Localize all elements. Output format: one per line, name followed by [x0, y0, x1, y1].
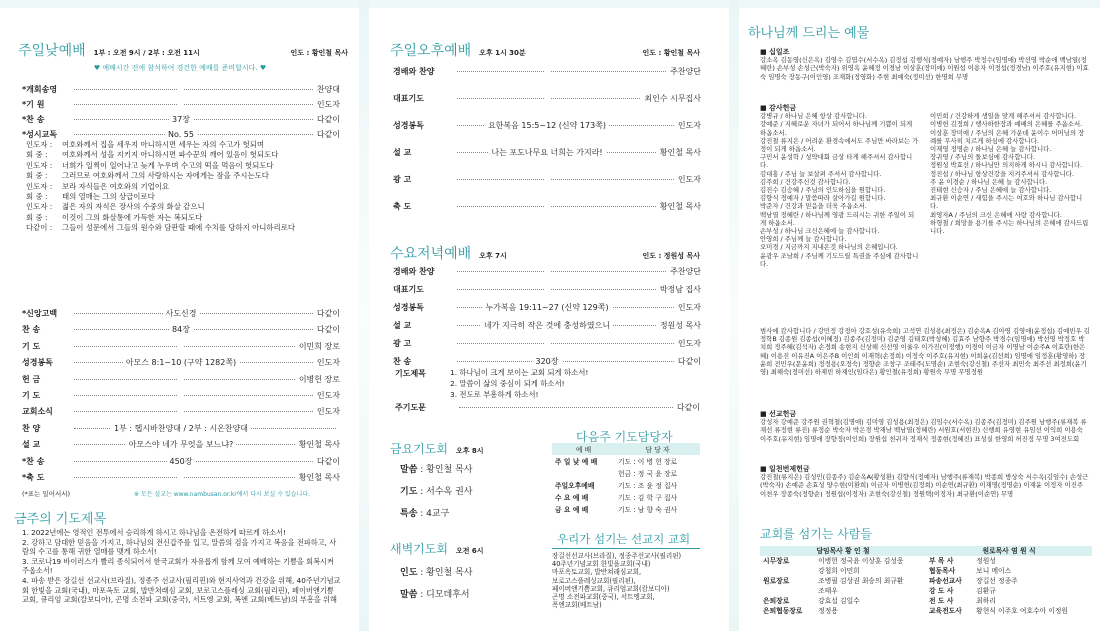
row-content: 네가 지극히 작은 것에 충성하였으니 [481, 321, 613, 330]
dawn-item: 인도 : 황인철 목사 [400, 568, 473, 578]
wednesday-service-preacher: 인도 : 정원성 목사 [642, 252, 700, 260]
wed-row [393, 320, 701, 331]
reading-text: 너희가 일찍이 일어나고 늦게 누우며 수고의 떡을 먹음이 헛되도다 [62, 160, 274, 170]
wed-prayer-label: 기도제목 [395, 369, 426, 378]
wed-prayer-item: 2. 말씀이 삶의 중심이 되게 하소서! [450, 379, 565, 388]
item-label: 인도 [400, 568, 418, 578]
row-label: *찬 송 [22, 115, 45, 124]
duty-col-service: 예 배 [575, 446, 592, 454]
row-leader: 인도자 [316, 358, 340, 368]
row-leader: 황인철 목사 [659, 148, 701, 157]
reading-line [26, 192, 342, 202]
thanks-entry: 강진철 류지은 / 어려운 환경속에서도 주님만 바라보는 가정이 되게 하옵소서. [760, 136, 919, 154]
row-label: *성시교독 [22, 130, 58, 139]
duty-person: 기도 : 이 병 헌 장로 [618, 458, 678, 466]
order-row [22, 472, 340, 483]
thanks-entry: 오미경 / 지금까지 지내온것 하나님의 은혜입니다. [760, 243, 898, 252]
duty-row [552, 455, 700, 467]
row-content: 1부 : 헵시바찬양대 / 2부 : 시온찬양대 [111, 424, 251, 433]
staff-row [760, 586, 1092, 596]
lords-prayer-leader: 다같이 [676, 403, 700, 412]
row-content: No. 55 [165, 130, 197, 139]
row-content: 아모스야 네가 무엇을 보느냐? [126, 440, 237, 449]
reading-text: 여호와께서 성을 지키지 아니하시면 파수꾼의 깨어 있음이 헛되도다 [62, 150, 279, 160]
row-leader: 다같이 [316, 115, 340, 124]
mission-title: 우리가 섬기는 선교지 교회 [557, 532, 691, 546]
sunday-service-time: 1부 : 오전 9시 / 2부 : 오전 11시 [93, 49, 200, 57]
row-leader: 인도자 [316, 391, 340, 400]
item-label: 말씀 [400, 590, 418, 600]
staff-table [760, 546, 1092, 616]
row-label: 대표기도 [393, 285, 424, 294]
mission-list [552, 548, 700, 609]
wed-prayer-item: 3. 전도로 부흥하게 하소서! [450, 390, 539, 399]
friday-item: 특송 : 4교구 [400, 509, 450, 519]
row-label: 축 도 [393, 202, 412, 211]
pm-row [393, 93, 701, 104]
reading-line [26, 171, 342, 181]
thanks-entry: 장귀영 / 주님의 돌보심에 감사합니다. [930, 153, 1035, 162]
wed-prayer-list [450, 367, 588, 400]
staff-head-pastor: 담임목사 황 인 철 [816, 547, 870, 555]
duty-person: 기도 : 김 학 구 집사 [618, 494, 678, 502]
friday-item: 말씀 : 황인철 목사 [400, 465, 473, 475]
afternoon-service-title: 주일오후예배 [390, 43, 472, 59]
duty-service: 주일오후예배 [555, 482, 595, 490]
staff-names: 최하리 [976, 597, 996, 605]
wed-row [393, 266, 701, 277]
mission-line: 장길선선교사(브라질), 정종주선교사(필리핀) [552, 552, 682, 560]
row-leader: 다같이 [677, 357, 701, 366]
row-content: 나는 포도나무요 너희는 가지라! [488, 148, 605, 157]
reading-speaker: 회 중 : [26, 150, 48, 160]
row-content: 사도신경 [163, 309, 200, 318]
row-label: *신앙고백 [22, 309, 58, 318]
item-label: 말씀 [400, 465, 418, 475]
reading-line [26, 150, 342, 160]
row-leader: 인도자 [677, 175, 701, 184]
reading-text: 젊은 자의 자식은 장사의 수중의 화살 같으니 [62, 202, 205, 212]
staff-role: 은퇴장로 [763, 597, 790, 605]
staff-row [760, 556, 1092, 566]
duty-row [552, 467, 700, 479]
thanks-section [760, 104, 1090, 268]
wednesday-service-header [390, 243, 700, 263]
reading-speaker: 회 중 : [26, 171, 48, 181]
thanks-entry: 강병규 / 하나님 은혜 항상 감사합니다. [760, 112, 867, 121]
thousand-offering-section [760, 465, 1090, 498]
staff-role: 협동목사 [928, 567, 956, 575]
row-label: 찬 송 [22, 325, 41, 335]
row-leader: 다같이 [316, 309, 340, 318]
reading-text: 태의 열매는 그의 상급이로다 [62, 192, 155, 202]
staff-role: 교육전도사 [928, 607, 962, 615]
thanks-col-right [930, 112, 1090, 268]
prayer-title: 금주의 기도제목 [14, 512, 107, 527]
row-label: 성경봉독 [22, 358, 53, 368]
row-leader: 인도자 [316, 100, 340, 109]
row-label: *개회송영 [22, 85, 58, 94]
wed-row [393, 302, 701, 313]
afternoon-service-preacher: 인도 : 황인철 목사 [642, 49, 700, 57]
mission-offering-names: 강성자 강예준 강주원 권혁철(김명애) 김미영 김성용(최정은) 김임수(서수옥) 김종주(김정미) 김주원 남행주(류재복 류재선 류정현 류진) 류정순 박숙자 박은경 박재남 백남열(정혜란) 서원호(서현진) 신행희 유영현 유임선 이익희 이용숙 이주호(유지현) 임명애 장향정(이인희) 장원섭 천귀자 정재식 정종현(정혜진) 표성실 한영희 허진정 무명 3여전도회 [760, 418, 1087, 443]
staff-role: 원로장로 [763, 577, 790, 585]
reading-line [26, 161, 342, 171]
staff-role: 강 도 사 [928, 587, 954, 595]
row-label: *찬 송 [22, 456, 45, 466]
mission-line: 40주년기념교회 한빛을교회(국내) [552, 560, 651, 569]
reading-text: 보라 자식들은 여호와의 기업이요 [62, 181, 170, 191]
tithe-names: 강소옥 김동영(신은옥) 김영수 김엽수(서수옥) 김정섭 김행식(정예자) 남행주 박정수(임명애) 박선영 박순애 백남열(정혜란) 손부성 손성근(박숙자) 위영옥 윤혜정 이경남 이상훈(장미애) 이원섭 이용자 이정섭(정경남) 이주호(유지현) 이효숙 임명숙 장동구(이인영) 조재화(정영화) 주현 최예숙(정미선) 한명희 무명 [760, 56, 1089, 81]
item-value: 4교구 [426, 509, 450, 519]
row-content: 아모스 8:1~10 (구약 1282쪽) [123, 358, 239, 367]
thanks-entry: 김진수 김승혜 / 주님의 인도하심을 원합니다. [760, 186, 886, 195]
wed-prayer-item: 1. 하나님이 크게 보이는 교회 되게 하소서! [450, 368, 589, 377]
staff-names: 보니 메이스 [976, 567, 1012, 575]
mission-line: 곤명 소전파교회(중국), 서트엥교회, [552, 593, 655, 602]
dawn-title: 새벽기도회 [390, 542, 448, 556]
thanks-entry: 진태현 신승자 / 주님 은혜에 늘 감사합니다. [930, 186, 1052, 195]
lords-prayer-row [395, 402, 700, 413]
staff-names: 정정용 [818, 607, 838, 615]
dawn-time: 오전 6시 [455, 547, 484, 555]
row-label: 기 도 [22, 341, 41, 351]
sermon-site-note: ※ 모든 설교는 www.nambusan.or.kr에서 다시 보실 수 있습니다. [134, 491, 310, 498]
thanks-entry: 이병헌 김정희 / 행사하한장과 예배의 은혜를 주옵소서. [930, 120, 1083, 129]
reading-text: 이것이 그의 화살통에 가득한 자는 복되도다 [62, 212, 203, 222]
order-row [22, 114, 340, 125]
staff-names: 강효섭 김일수 [818, 597, 860, 605]
row-label: 성경봉독 [393, 121, 424, 130]
sunday-service-header [18, 40, 348, 60]
row-label: *축 도 [22, 473, 45, 482]
staff-title: 교회를 섬기는 사람들 [760, 527, 872, 541]
thanks-entry: 최영자A / 주님의 크신 은혜에 사랑 감사합니다. [930, 210, 1062, 219]
order-row [22, 390, 340, 401]
staff-names: 조병필 김상권 최승의 최규환 [818, 577, 904, 585]
staff-row [760, 606, 1092, 616]
thanks-heading: ■ 감사헌금 [760, 104, 797, 112]
order-row [22, 99, 340, 110]
thanks-entry: 이재영 정명순 / 하나님 은혜 늘 감사합니다. [930, 145, 1052, 154]
row-leader: 주찬양단 [670, 267, 701, 276]
staff-names: 김환규 [976, 587, 996, 595]
item-value: 서수옥 권사 [426, 487, 473, 497]
staff-names: 정원성 [976, 557, 996, 565]
reading-text: 여호와께서 집을 세우지 아니하시면 세우는 자의 수고가 헛되며 [62, 140, 265, 149]
duty-person: 기도 : 남 향 숙 권사 [618, 506, 678, 514]
row-leader: 박정남 집사 [659, 285, 701, 294]
row-leader: 황인철 목사 [659, 202, 701, 211]
row-leader: 인도자 [677, 121, 701, 130]
row-label: 설 교 [393, 148, 412, 157]
duty-service: 금 요 예 배 [555, 506, 589, 514]
staff-role [760, 566, 815, 576]
row-leader: 정원성 목사 [659, 321, 701, 330]
row-leader: 다같이 [316, 325, 340, 335]
row-label: 기 도 [22, 391, 41, 400]
prayer-list [22, 528, 342, 605]
row-label: 설 교 [393, 321, 412, 330]
thanks-entry: 박준자 / 건강과 믿음을 더욱 주옵소서. [760, 202, 867, 211]
row-leader: 주찬양단 [670, 67, 701, 76]
order-row [22, 129, 340, 140]
staff-role: 은퇴협동장로 [763, 607, 803, 615]
lords-prayer-label: 주기도문 [395, 403, 426, 412]
staff-names: 황현식 이주호 여호수아 이정원 [976, 607, 1068, 615]
thanks-entry: 윤광우 조남희 / 주님께 기도드릴 특권을 주심에 감사합니다. [760, 251, 919, 268]
thousand-offering-names: 강진철(류지은) 김성민(김종주) 김순옥A(황성환) 김향식(정예자) 남행주(류재복) 박종희 방상숙 서수옥(김임수) 손성근(박숙자) 손예준 손효성 양수현(이환희) 이금자 이병헌(김정희) 이순연(최규환) 이재명(정명순) 이재윤 이정자 이진주 이천우 장종숙(정향순) 정원섭(이정자) 조현숙(강신철) 정원택(이정자) 최규환(이순연) 무명 [760, 473, 1089, 498]
item-value: 디모데후서 [426, 590, 470, 600]
duty-person: 헌금 : 정 국 윤 장로 [618, 470, 678, 478]
thanks-entry: 하형철 / 희망을 용기를 주시는 하나님의 은혜에 감사드립니다. [930, 218, 1089, 236]
row-label: 헌 금 [22, 374, 41, 384]
row-leader: 찬양대 [316, 85, 340, 94]
row-leader: 황인철 목사 [298, 473, 340, 482]
mission-offering-section [760, 410, 1090, 443]
pm-row [393, 174, 701, 185]
staff-role: 시무장로 [763, 557, 790, 565]
row-content: 320장 [533, 357, 562, 366]
duty-row [552, 503, 700, 515]
mission-offering-heading: ■ 선교헌금 [760, 410, 797, 418]
worship-notice: ♥ 예배시간 전에 참석하여 경건한 예배를 준비합시다. ♥ [93, 64, 267, 72]
reading-speaker: 인도자 : [26, 140, 53, 149]
reading-speaker: 회 중 : [26, 212, 48, 222]
order-row [22, 439, 340, 450]
reading-speaker: 다같이 : [26, 223, 53, 233]
order-row [22, 456, 340, 467]
mission-line: 마포옥토교회, 밥반쳐래심교회, [552, 568, 642, 577]
row-label: 경배와 찬양 [393, 267, 435, 276]
duty-col-person: 담 당 자 [645, 446, 670, 454]
row-content: 84장 [169, 325, 193, 334]
thanks-col-left [760, 112, 920, 268]
duty-service: 주 일 낮 예 배 [555, 458, 598, 466]
staff-names: 강철희 이민희 [818, 567, 860, 575]
pm-row [393, 201, 701, 212]
thanks-entry: 백남열 정혜란 / 하나님께 영광 드리시는 귀한 주일이 되게 하옵소서. [760, 210, 915, 227]
wed-row [393, 338, 701, 349]
fold-divider [359, 0, 369, 631]
mission-line: 페이버앤기쁨교회, 큐리엄교회(캄보디아) [552, 584, 670, 593]
order-row [22, 324, 340, 335]
thanks-entry: 손부성 / 하나님 크신은혜에 늘 감사합니다. [760, 227, 880, 236]
row-content: 누가복음 19:11~27 (신약 129쪽) [482, 303, 611, 312]
offering-title: 하나님께 드리는 예물 [748, 26, 870, 41]
reading-line [26, 182, 342, 192]
tithe-section [760, 48, 1090, 81]
thanks-entry: 김향식 정예자 / 말씀따라 살아가길 원합니다. [760, 194, 886, 203]
row-label: 설 교 [22, 440, 41, 450]
item-label: 기도 [400, 487, 418, 497]
wednesday-service-time: 오후 7시 [479, 252, 507, 260]
dawn-header [390, 540, 540, 557]
pm-row [393, 147, 701, 158]
row-label: 성경봉독 [393, 303, 424, 312]
pm-row [393, 66, 701, 77]
mission-line: 폭엔교회(베트남) [552, 601, 602, 610]
thanks-entry: 강예준 / 지혜로운 자녀가 되어서 하나님께 기쁨이 되게 하옵소서. [760, 120, 913, 137]
thanks-entry: 김대홍 / 주님 늘 보살펴 주셔서 감사합니다. [760, 169, 882, 178]
staff-names: 이병헌 정국윤 이상훈 김성웅 [818, 557, 904, 565]
thanks-entry: 김주희 / 건강주신것 감사합니다. [760, 177, 851, 186]
thanks-entry: 주 윤 이경순 / 하나님 은혜 늘 감사합니다. [930, 177, 1048, 186]
item-label: 특송 [400, 509, 418, 519]
reading-line [26, 223, 342, 233]
reading-speaker: 인도자 : [26, 202, 53, 212]
row-leader: 인도자 [316, 407, 340, 417]
row-leader: 인도자 [677, 339, 701, 348]
item-value: 황인철 목사 [426, 568, 473, 578]
order-row [22, 423, 340, 434]
order-row [22, 84, 340, 95]
wed-row [393, 284, 701, 295]
afternoon-service-header [390, 40, 700, 60]
pm-row [393, 120, 701, 131]
general-thanks: 범사에 감사합니다 / 강민정 강정아 강호성(유숙희) 고석연 김성용(최정은) 김순옥A 김아영 김영애(윤정섭) 김예빈우 김정학B 김종원 김종섭(이혜정) 김종주(김정미) 김준영 김태호(박성혜) 김효주 남향주 박경수(임명애) 박선영 박정호 박치희 정주혜(김석자) 손경희 송현지 신상해 신선영 이율우 이가진(이정행) 이경이 이금자 이명남 이순주A 이효란(한은혜) 이용진 이유진A 이은주B 이인희 이재혁(손정희) 이정숙 이주호(유지현) 이희윤(김선희) 임명애 임정훈(황영하) 장윤희 전민우(문윤희) 정정용(오정숙) 정향순 조창구 조태주(도명순) 조현숙(강신철) 주선자 최민숙 최주선 최정희(윤기영) 최해숙(정미선) 하재빈 하재인(임다은) 황인철(유정희) 황원숙 무명 무명정원 [760, 327, 1090, 377]
duty-table [552, 443, 700, 515]
order-row [22, 308, 340, 319]
reading-speaker: 회 중 : [26, 192, 48, 202]
thanks-entry: 정진섭 / 하나님 항상건강을 지켜주셔서 감사합니다. [930, 169, 1074, 178]
thanks-entry: 이상훈 장미애 / 주님의 은혜 가운데 윤이수 어머님의 장례를 무사히 치르게 하심에 감사합니다. [930, 128, 1085, 145]
prayer-item: 4. 파송 받은 장길선 선교사(브라질), 정종주 선교사(필리핀)와 현지사역과 건강을 위해, 40주년기념교회 한빛을 교회(국내), 마포옥토 교회, 밥반쳐래심 교회, 보로고스플레싱 교회(필리핀), 페이버앤기쁨 교회, 큐리엄 교회(칼보디아), 곤명 소전파 교회(중국), 서트엥 교회, 폭엔 교회(베트남)의 부흥을 위해 [22, 575, 341, 605]
staff-head-emeritus: 원로목사 염 원 식 [982, 547, 1036, 555]
staff-names: 장길선 정종주 [976, 577, 1018, 585]
thousand-offering-heading: ■ 일천번제헌금 [760, 465, 810, 473]
standing-note: (*표는 일어서서) [22, 490, 71, 498]
staff-names: 조태우 [818, 587, 838, 595]
prayer-item: 2. 강하고 담대한 믿음을 가지고, 하나님의 전신갑주를 입고, 말씀의 검을 가지고 복음을 전파하고, 사람의 수고를 통해 귀한 열매를 맺게 하소서! [22, 537, 337, 557]
staff-role: 부 목 사 [928, 557, 954, 565]
friday-header [390, 440, 540, 457]
responsive-reading [26, 140, 342, 234]
row-label: *기 원 [22, 100, 45, 109]
row-label: 경배와 찬양 [393, 67, 435, 76]
prayer-item: 3. 코로나19 바이러스가 빨리 종식되어서 한국교회가 자유롭게 함께 모여 예배하는 기쁨을 회복시켜 주옵소서! [22, 556, 334, 576]
sunday-service-preacher: 인도 : 황인철 목사 [290, 49, 348, 57]
thanks-entry: 정원성 박효선 / 하나님만 의지하게 하시니 감사합니다. [930, 161, 1083, 170]
item-value: 황인철 목사 [426, 465, 473, 475]
row-label: 찬 송 [393, 357, 412, 366]
row-leader: 인도자 [677, 303, 701, 312]
wed-row [393, 356, 701, 367]
staff-row [760, 576, 1092, 586]
row-label: 광 고 [393, 339, 412, 348]
row-content: 요한복음 15:5~12 (신약 173쪽) [485, 121, 609, 130]
order-row [22, 341, 340, 352]
row-leader: 이병헌 장로 [298, 374, 340, 384]
top-band [0, 0, 1100, 8]
row-leader: 다같이 [316, 456, 340, 466]
friday-title: 금요기도회 [390, 442, 448, 456]
row-content: 450장 [167, 457, 196, 466]
duty-row [552, 479, 700, 491]
staff-row [760, 566, 1092, 576]
afternoon-service-time: 오후 1시 30분 [479, 49, 526, 57]
duty-title: 다음주 기도담당자 [576, 430, 673, 444]
wednesday-service-title: 수요저녁예배 [390, 246, 472, 262]
order-row [22, 406, 340, 417]
mission-line: 보로고스플레싱교회(필리핀), [552, 576, 636, 585]
row-label: 교회소식 [22, 407, 53, 417]
row-label: 대표기도 [393, 94, 424, 103]
reading-speaker: 인도자 : [26, 160, 53, 170]
row-leader: 이민희 장로 [298, 341, 340, 351]
staff-role [760, 586, 815, 596]
friday-time: 오후 8시 [455, 447, 484, 455]
reading-text: 그들이 성문에서 그들의 원수와 담판할 때에 수치를 당하지 아니하리로다 [62, 223, 295, 233]
thanks-entry: 안영희 / 주님께 늘 감사합니다. [760, 235, 847, 244]
reading-speaker: 인도자 : [26, 181, 53, 191]
duty-person: 기도 : 조 윤 정 집사 [618, 482, 678, 490]
sunday-service-title: 주일낮예배 [18, 43, 86, 59]
order-row [22, 374, 340, 385]
row-leader: 다같이 [316, 130, 340, 139]
thanks-entry: 최규환 이순연 / 새힘을 주시는 여호와 하나님 감사합니다. [930, 194, 1083, 211]
tithe-heading: ■ 십일조 [760, 48, 790, 56]
prayer-item: 1. 2022년에는 영적인 전투에서 승리하게 하시고 하나님을 온전하게 따르게 하소서! [22, 528, 286, 537]
staff-row [760, 596, 1092, 606]
staff-role: 전 도 사 [928, 597, 954, 605]
row-content: 37장 [169, 115, 193, 124]
duty-service: 수 요 예 배 [555, 494, 589, 502]
fold-divider [729, 0, 739, 631]
friday-item: 기도 : 서수옥 권사 [400, 487, 473, 497]
staff-role: 파송선교사 [928, 577, 962, 585]
reading-line [26, 213, 342, 223]
duty-service [552, 467, 615, 479]
reading-text: 그러므로 여호와께서 그의 사랑하시는 자에게는 잠을 주시는도다 [62, 171, 269, 181]
row-label: 광 고 [393, 175, 412, 184]
row-leader: 최인수 시무집사 [644, 94, 701, 103]
reading-line [26, 202, 342, 212]
thanks-entry: 이민희 / 건강하게 생일을 맞게 해주셔서 감사합니다. [930, 112, 1077, 121]
row-leader: 황인철 목사 [298, 440, 340, 450]
row-label: 찬 양 [22, 423, 41, 433]
order-row [22, 357, 340, 368]
dawn-item: 말씀 : 디모데후서 [400, 590, 470, 600]
thanks-entry: 구민서 윤성학 / 성약대회 금상 타게 해주셔서 감사합니다. [760, 153, 913, 170]
duty-row [552, 491, 700, 503]
reading-line [26, 140, 342, 150]
